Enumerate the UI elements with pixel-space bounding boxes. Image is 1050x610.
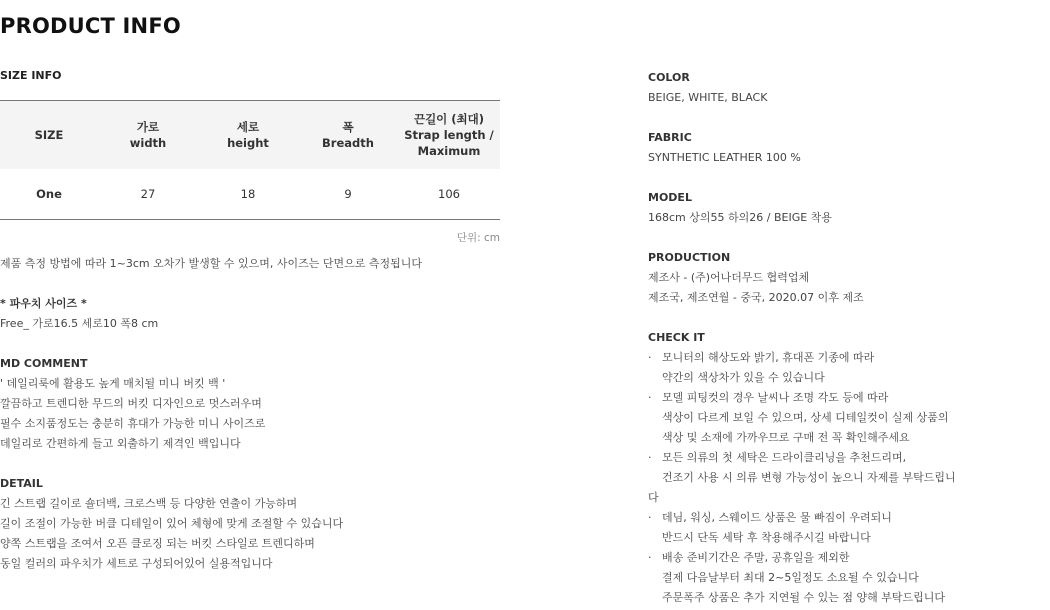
bullet-icon: · [648,551,652,564]
cell-strap-length: 106 [438,187,460,201]
right-column [648,68,958,608]
bullet-icon: · [648,351,652,364]
check-item-line: 색상 및 소재에 가까우므로 구매 전 꼭 확인해주세요 [662,431,910,444]
check-item [648,508,958,548]
md-comment-line: 필수 소지품정도는 충분히 휴대가 가능한 미니 사이즈로 [0,417,266,430]
check-item-line: 색상이 다르게 보일 수 있으며, 상세 디테일컷이 실제 상품의 [662,411,949,424]
model-value: 168cm 상의55 하의26 / BEIGE 착용 [648,211,832,224]
size-table [0,100,500,220]
color-heading: COLOR [648,71,690,84]
check-item [648,348,958,388]
check-item-line: 모델 피팅컷의 경우 날씨나 조명 각도 등에 따라 [662,391,889,404]
header-size: SIZE [0,101,98,170]
detail-line: 동일 컬러의 파우치가 세트로 구성되어있어 실용적입니다 [0,557,273,570]
page-title: PRODUCT INFO [0,14,181,38]
check-item-line: 모든 의류의 첫 세탁은 드라이클리닝을 추천드리며, [662,451,907,464]
production-line: 제조국, 제조연월 - 중국, 2020.07 이후 제조 [648,291,864,304]
md-comment-line: 깔끔하고 트렌디한 무드의 버킷 디자인으로 멋스러우며 [0,397,262,410]
production-heading: PRODUCTION [648,251,731,264]
model-heading: MODEL [648,191,692,204]
production-line: 제조사 - (주)어나더무드 협력업체 [648,271,810,284]
check-item-line: 모니터의 해상도와 밝기, 휴대폰 기종에 따라 [662,351,875,364]
size-table-header-row [0,101,500,170]
cell-size: One [36,187,62,201]
pouch-size-text: Free_ 가로16.5 세로10 폭8 cm [0,317,159,330]
bullet-icon: · [648,391,652,404]
cell-height: 18 [240,187,256,201]
header-height: 세로 height [198,101,298,170]
fabric-value: SYNTHETIC LEATHER 100 % [648,151,801,164]
check-item-line: 데님, 워싱, 스웨이드 상품은 물 빠짐이 우려되니 [662,511,892,524]
detail-line: 양쪽 스트랩을 조여서 오픈 클로징 되는 버킷 스타일로 트렌디하며 [0,537,315,550]
color-value: BEIGE, WHITE, BLACK [648,91,768,104]
md-comment-line: 데일리로 간편하게 들고 외출하기 제격인 백입니다 [0,437,241,450]
bullet-icon: · [648,511,652,524]
unit-note: 단위: cm [456,232,500,244]
header-width: 가로 width [98,101,198,170]
size-info-heading: SIZE INFO [0,69,62,82]
cell-breadth: 9 [344,187,352,201]
detail-line: 긴 스트랩 길이로 숄더백, 크로스백 등 다양한 연출이 가능하며 [0,497,298,510]
check-it-heading: CHECK IT [648,331,705,344]
check-item-line: 반드시 단독 세탁 후 착용해주시길 바랍니다 [662,531,871,544]
detail-line: 길이 조절이 가능한 버클 디테일이 있어 체형에 맞게 조절할 수 있습니다 [0,517,344,530]
measure-note: 제품 측정 방법에 따라 1~3cm 오차가 발생할 수 있으며, 사이즈는 단면으로 측정됩니다 [0,257,422,270]
check-item-line: 약간의 색상차가 있을 수 있습니다 [662,371,825,384]
header-breadth: 폭 Breadth [298,101,398,170]
check-item-line: 결제 다음날부터 최대 2~5일정도 소요될 수 있습니다 [662,571,919,584]
cell-width: 27 [140,187,156,201]
header-strap-length: 끈길이 (최대) Strap length / Maximum [398,101,500,170]
fabric-heading: FABRIC [648,131,692,144]
pouch-size-heading: * 파우치 사이즈 * [0,297,87,310]
bullet-icon: · [648,451,652,464]
left-column [0,254,520,574]
check-item [648,388,958,448]
check-item-line: 다 [648,491,659,504]
check-item-line: 주문폭주 상품은 추가 지연될 수 있는 점 양해 부탁드립니다 [662,591,945,604]
table-row [0,169,500,220]
md-comment-line: ' 데일리룩에 활용도 높게 매치될 미니 버킷 백 ' [0,377,226,390]
md-comment-heading: MD COMMENT [0,357,88,370]
detail-heading: DETAIL [0,477,43,490]
check-item-line: 건조기 사용 시 의류 변형 가능성이 높으니 자제를 부탁드립니 [662,471,956,484]
check-item [648,448,958,508]
check-item [648,548,958,608]
check-item-line: 배송 준비기간은 주말, 공휴일을 제외한 [662,551,850,564]
